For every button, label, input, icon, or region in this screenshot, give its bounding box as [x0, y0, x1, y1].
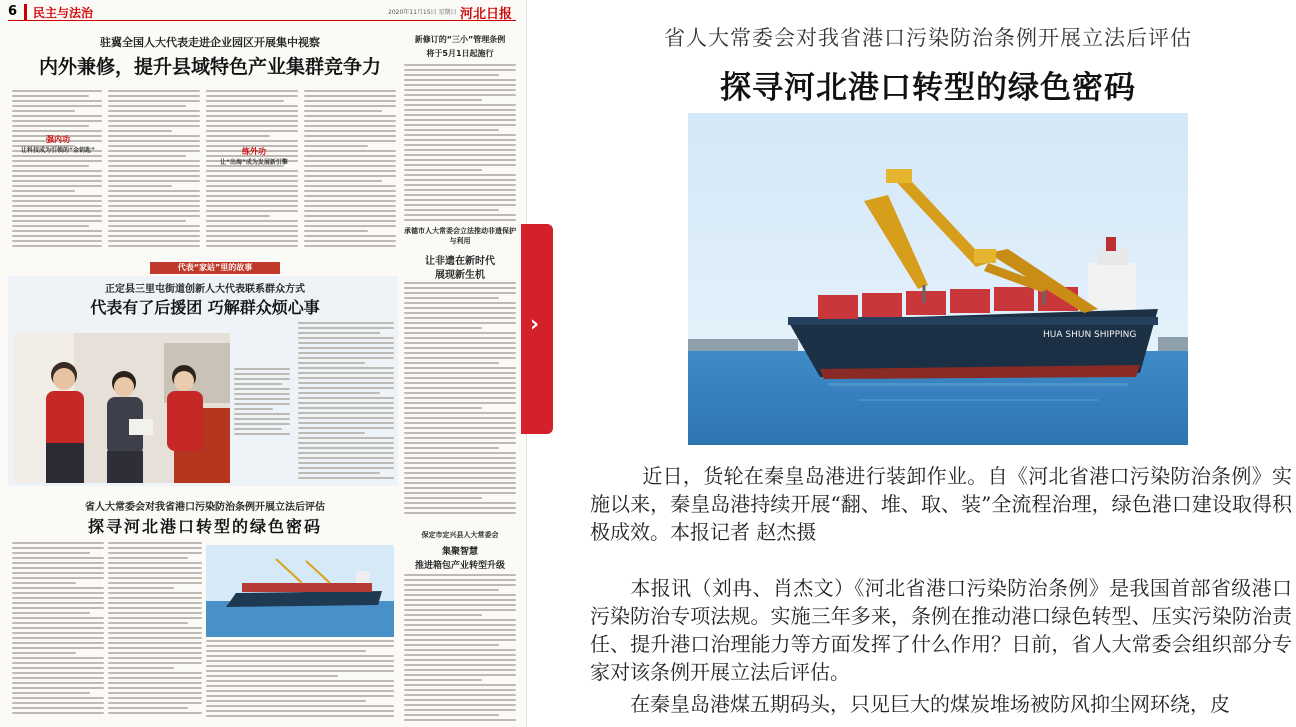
- subhead-strengthen-inside: 强内功 让科技成为引领的“金钥匙”: [21, 135, 95, 154]
- right-col-story2-kicker[interactable]: 承德市人大常委会立法推动非遗保护与利用: [404, 227, 516, 245]
- article-kicker: 省人大常委会对我省港口污染防治条例开展立法后评估: [664, 26, 1192, 50]
- bottom-story-column-2: [108, 542, 202, 722]
- feature-headline[interactable]: 代表有了后援团 巧解群众烦心事: [90, 298, 320, 317]
- right-col-story1-body: [404, 64, 516, 224]
- article-photo: [688, 113, 1188, 445]
- right-col-story1-kicker[interactable]: 新修订的“三小”管理条例: [414, 35, 506, 44]
- top-story-kicker[interactable]: 驻冀全国人大代表走进企业园区开展集中视察: [100, 36, 320, 49]
- feature-body-col2: [298, 322, 394, 482]
- top-story-column-2: [108, 90, 200, 260]
- feature-banner: 代表“家站”里的故事: [150, 262, 280, 274]
- masthead-logo: 河北日报: [460, 7, 513, 22]
- right-col-story2-headline-2[interactable]: 展现新生机: [435, 270, 485, 281]
- people-photo-illustration: [14, 333, 230, 483]
- article-view: [560, 0, 1296, 727]
- feature-kicker[interactable]: 正定县三里屯街道创新人大代表联系群众方式: [105, 284, 305, 295]
- page-header: [8, 2, 516, 21]
- bottom-story-column-1: [12, 542, 104, 722]
- bottom-story-ship-thumbnail[interactable]: [206, 545, 394, 637]
- bottom-story-column-3: [206, 640, 394, 720]
- bottom-story-headline[interactable]: 探寻河北港口转型的绿色密码: [87, 517, 322, 536]
- right-col-story3-body: [404, 574, 516, 724]
- article-paragraph-1: 本报讯（刘冉、肖杰文）《河北省港口污染防治条例》是我国首部省级港口污染防治专项法规。实施三年多来，条例在推动港口绿色转型、压实污染防治责任、提升港口治理能力等方面发挥了什么作用？日前，省人大常委会组织部分专家对该条例开展立法后评估。: [590, 576, 1292, 684]
- bottom-story-kicker[interactable]: 省人大常委会对我省港口污染防治条例开展立法后评估: [85, 502, 325, 513]
- right-col-story3-headline-1[interactable]: 集聚智慧: [441, 547, 478, 557]
- top-story-column-4: [304, 90, 396, 260]
- article-paragraph-2: 在秦皇岛港煤五期码头，只见巨大的煤炭堆场被防风抑尘网环绕，皮: [630, 692, 1230, 716]
- top-story-headline[interactable]: 内外兼修，提升县域特色产业集群竞争力: [38, 56, 381, 78]
- top-story-column-3: [206, 90, 298, 260]
- feature-photo-caption: [234, 368, 294, 448]
- cargo-ship-photo-illustration: [688, 113, 1188, 445]
- date-line: 2020年11月15日 星期日: [388, 9, 457, 16]
- next-page-button[interactable]: [521, 224, 553, 434]
- section-title: 民主与法治: [24, 4, 93, 21]
- ship-hull-text: HUA SHUN SHIPPING: [1043, 330, 1137, 340]
- subhead-strengthen-outside: 练外功 让“出海”成为发展新引擎: [220, 147, 288, 166]
- photo-caption: 近日，货轮在秦皇岛港进行装卸作业。自《河北省港口污染防治条例》实施以来，秦皇岛港持续开展“翻、堆、取、装”全流程治理，绿色港口建设取得积极成效。本报记者 赵杰摄: [590, 464, 1292, 544]
- ship-thumbnail-illustration: [206, 545, 394, 637]
- right-col-story3-kicker[interactable]: 保定市定兴县人大常委会: [421, 531, 499, 539]
- article-headline: 探寻河北港口转型的绿色密码: [720, 70, 1136, 106]
- right-col-story3-headline-2[interactable]: 推进箱包产业转型升级: [414, 561, 505, 571]
- top-story-column-1: [12, 90, 102, 260]
- right-col-story1-headline[interactable]: 将于5月1日起施行: [426, 49, 494, 58]
- newspaper-page-thumbnail[interactable]: [0, 0, 527, 727]
- right-col-story2-body: [404, 282, 516, 522]
- right-col-story2-headline-1[interactable]: 让非遗在新时代: [425, 256, 495, 267]
- chevron-right-icon: ›: [530, 312, 540, 337]
- page-number: 6: [8, 4, 18, 19]
- feature-photo: [14, 333, 230, 483]
